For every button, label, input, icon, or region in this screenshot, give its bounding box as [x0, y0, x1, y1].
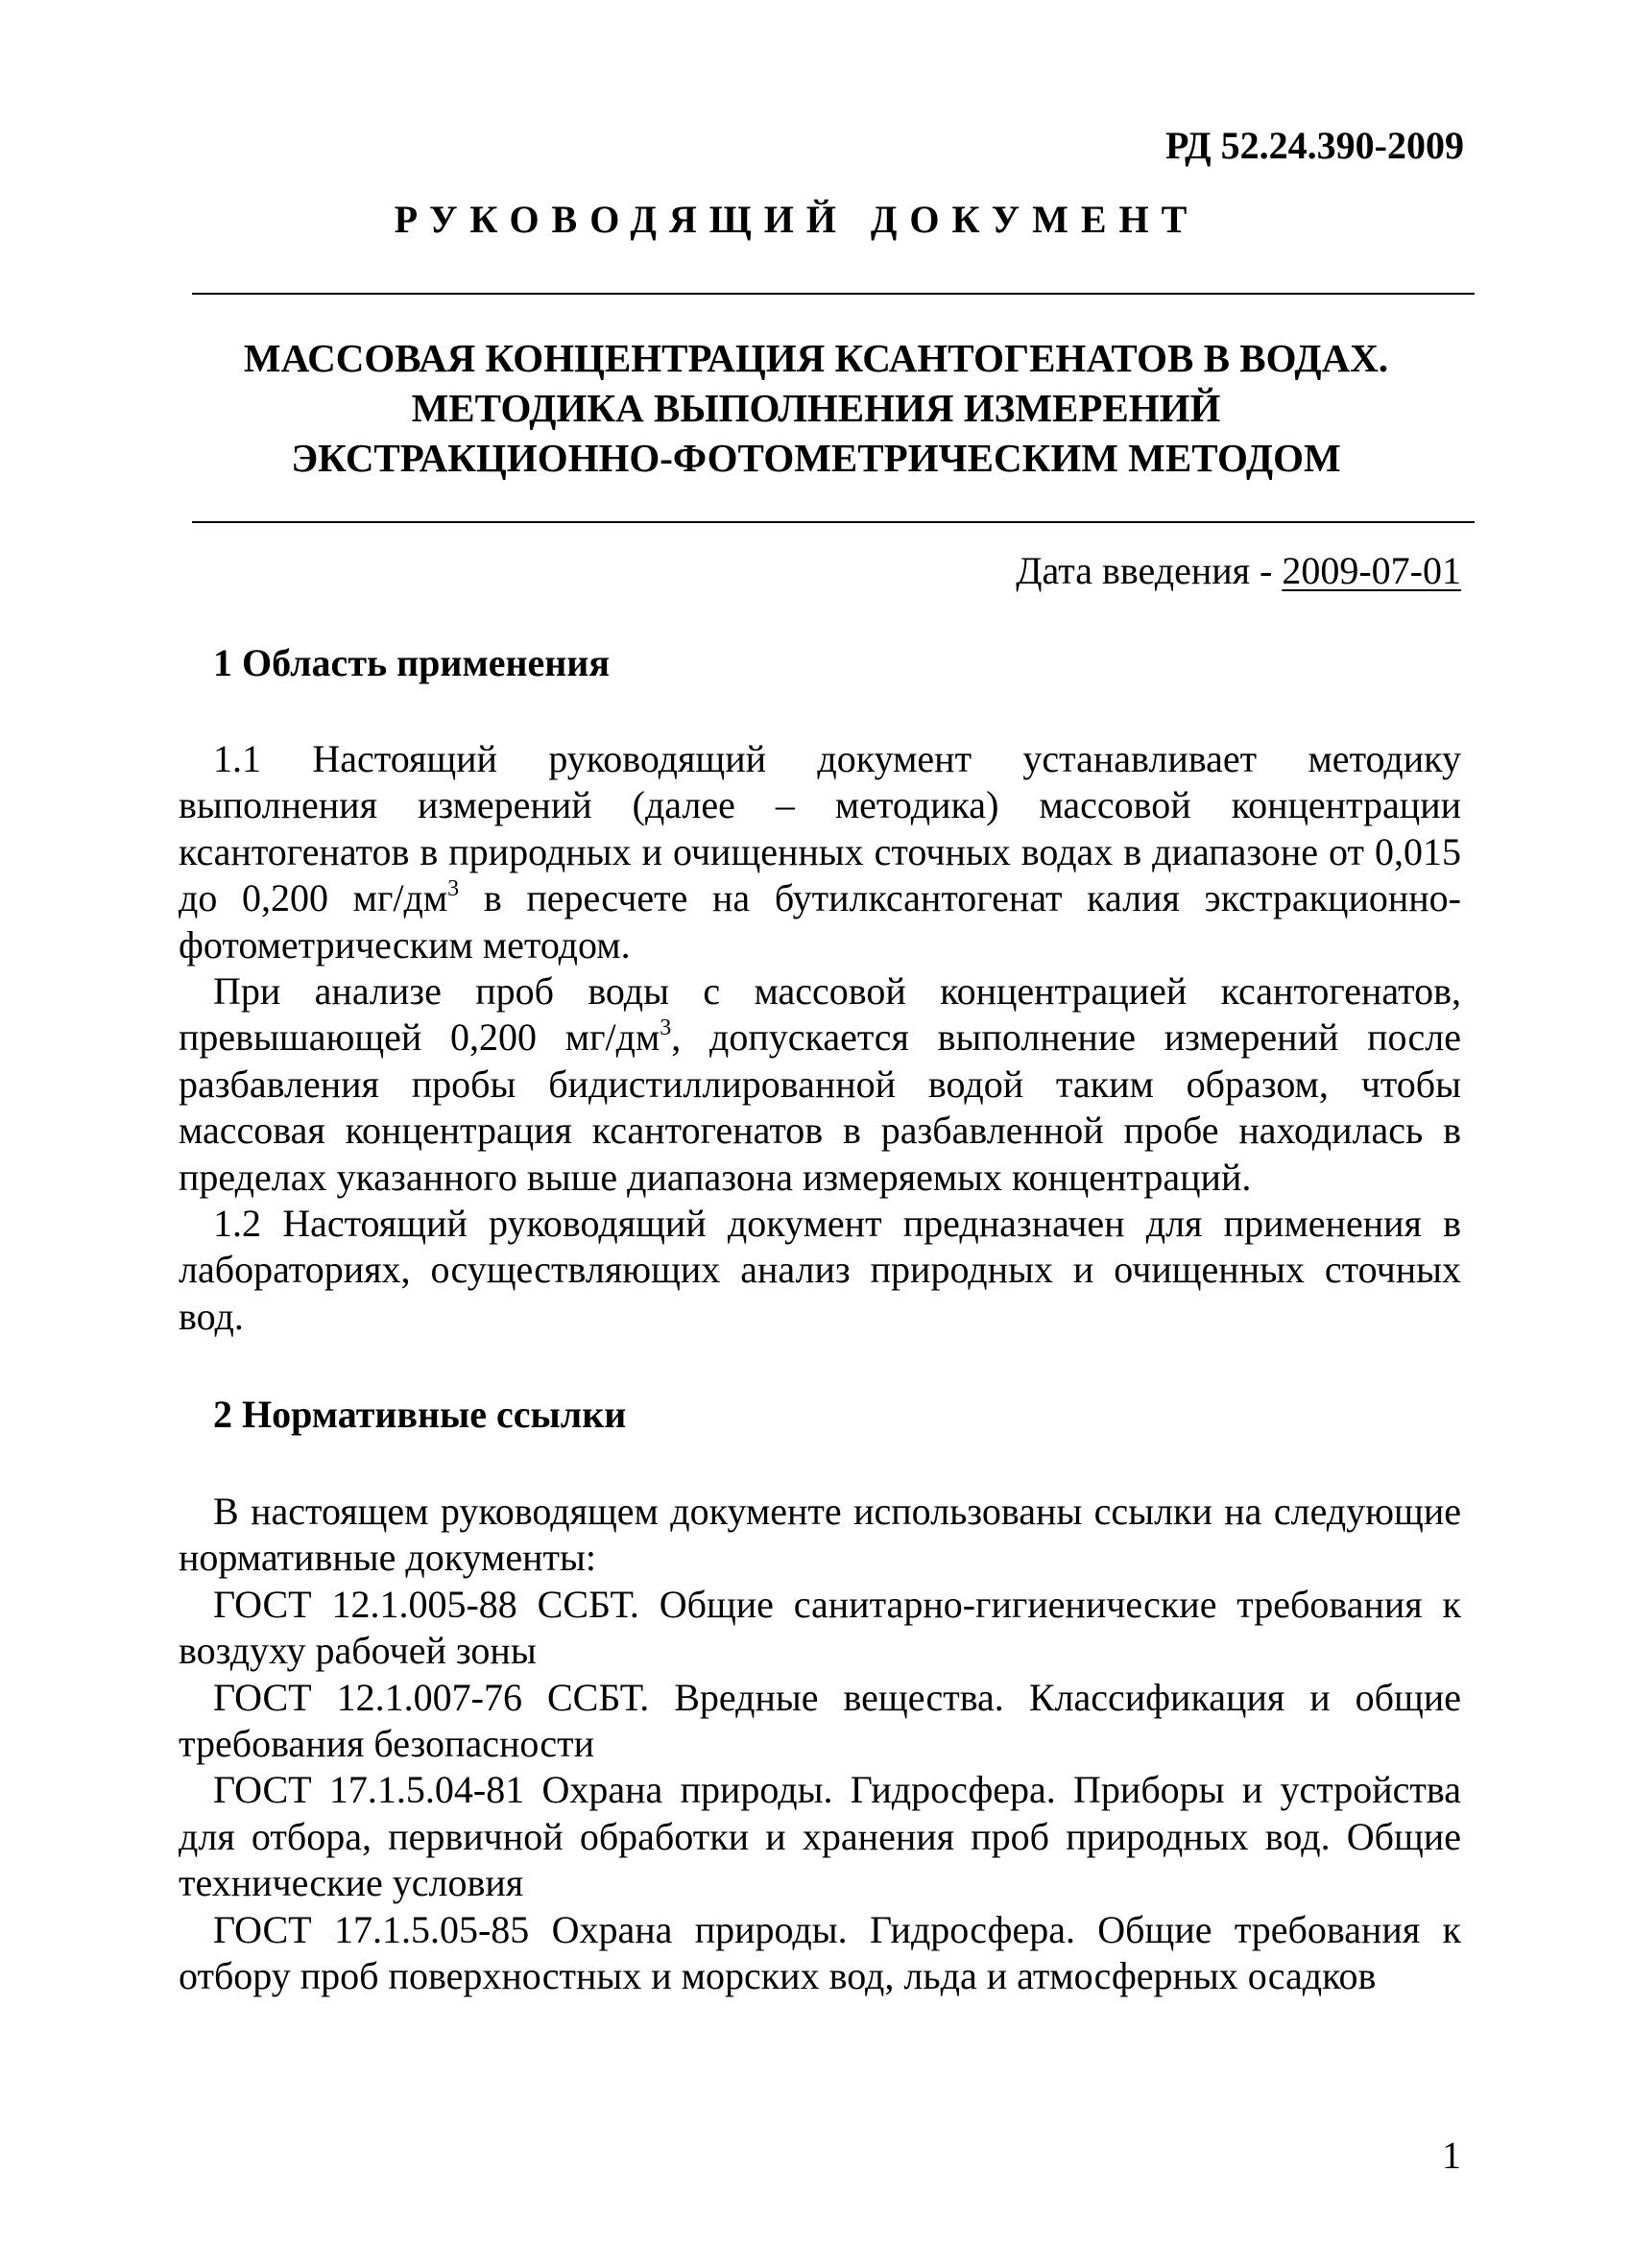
section-2-body	[179, 1489, 1461, 1999]
title-top-rule	[192, 293, 1475, 295]
reference-item: ГОСТ 12.1.005-88 ССБТ. Общие санитарно-гигиенические требования к воздуху рабочей зоны	[179, 1582, 1461, 1673]
reference-item: ГОСТ 12.1.007-76 ССБТ. Вредные вещества. Классификация и общие требования безопасности	[179, 1675, 1461, 1766]
paragraph-dilution-note	[179, 968, 1461, 1201]
title-line: МЕТОДИКА ВЫПОЛНЕНИЯ ИЗМЕРЕНИЙ	[411, 386, 1221, 430]
document-number: РД 52.24.390-2009	[1165, 124, 1464, 167]
superscript: 3	[660, 1015, 672, 1041]
superscript: 3	[447, 876, 460, 902]
reference-item: ГОСТ 17.1.5.05-85 Охрана природы. Гидросфера. Общие требования к отбору проб поверхностных и морских вод, льда и атмосферных осадков	[179, 1907, 1461, 1998]
paragraph-text: , допускается выполнение измерений после разбавления пробы бидистиллированной водой таким образом, чтобы массовая концентрация ксантогенатов в разбавленной пробе находилась в пределах указанного выше диапазона измеряемых концентраций.	[179, 1015, 1461, 1199]
section-1-heading: 1 Область применения	[213, 641, 610, 684]
title-line: МАССОВАЯ КОНЦЕНТРАЦИЯ КСАНТОГЕНАТОВ В ВОДАХ.	[243, 336, 1389, 380]
paragraph-text: При анализе проб воды с массовой концентрацией ксантогенатов, превышающей 0,200 мг/дм	[179, 969, 1461, 1060]
reference-item: ГОСТ 17.1.5.04-81 Охрана природы. Гидросфера. Приборы и устройства для отбора, первичной обработки и хранения проб природных вод. Общие технические условия	[179, 1768, 1461, 1905]
section-2-heading: 2 Нормативные ссылки	[213, 1393, 627, 1436]
paragraph-text: в пересчете на бутилксантогенат калия экстракционно-фотометрическим методом.	[179, 876, 1461, 967]
paragraph-text: 1.1 Настоящий руководящий документ устанавливает методику выполнения измерений (далее – методика) массовой концентрации ксантогенатов в природных и очищенных сточных водах в диапазоне от 0,015 до 0,200 мг/дм	[179, 737, 1461, 920]
introduction-date-label: Дата введения -	[1016, 549, 1283, 592]
introduction-date-value: 2009-07-01	[1282, 549, 1461, 592]
page-number: 1	[1442, 2134, 1461, 2177]
introduction-date	[1016, 548, 1461, 593]
section-1-body	[179, 736, 1461, 1340]
document-type-heading: РУКОВОДЯЩИЙ ДОКУМЕНТ	[394, 198, 1200, 241]
title-line: ЭКСТРАКЦИОННО-ФОТОМЕТРИЧЕСКИМ МЕТОДОМ	[291, 436, 1341, 480]
paragraph-1-2: 1.2 Настоящий руководящий документ предназначен для применения в лабораториях, осуществляющих анализ природных и очищенных сточных вод.	[179, 1202, 1461, 1338]
paragraph-1-1	[179, 736, 1461, 968]
references-intro: В настоящем руководящем документе использованы ссылки на следующие нормативные документы:	[179, 1490, 1461, 1580]
title-bottom-rule	[192, 521, 1475, 523]
document-title	[173, 333, 1459, 483]
